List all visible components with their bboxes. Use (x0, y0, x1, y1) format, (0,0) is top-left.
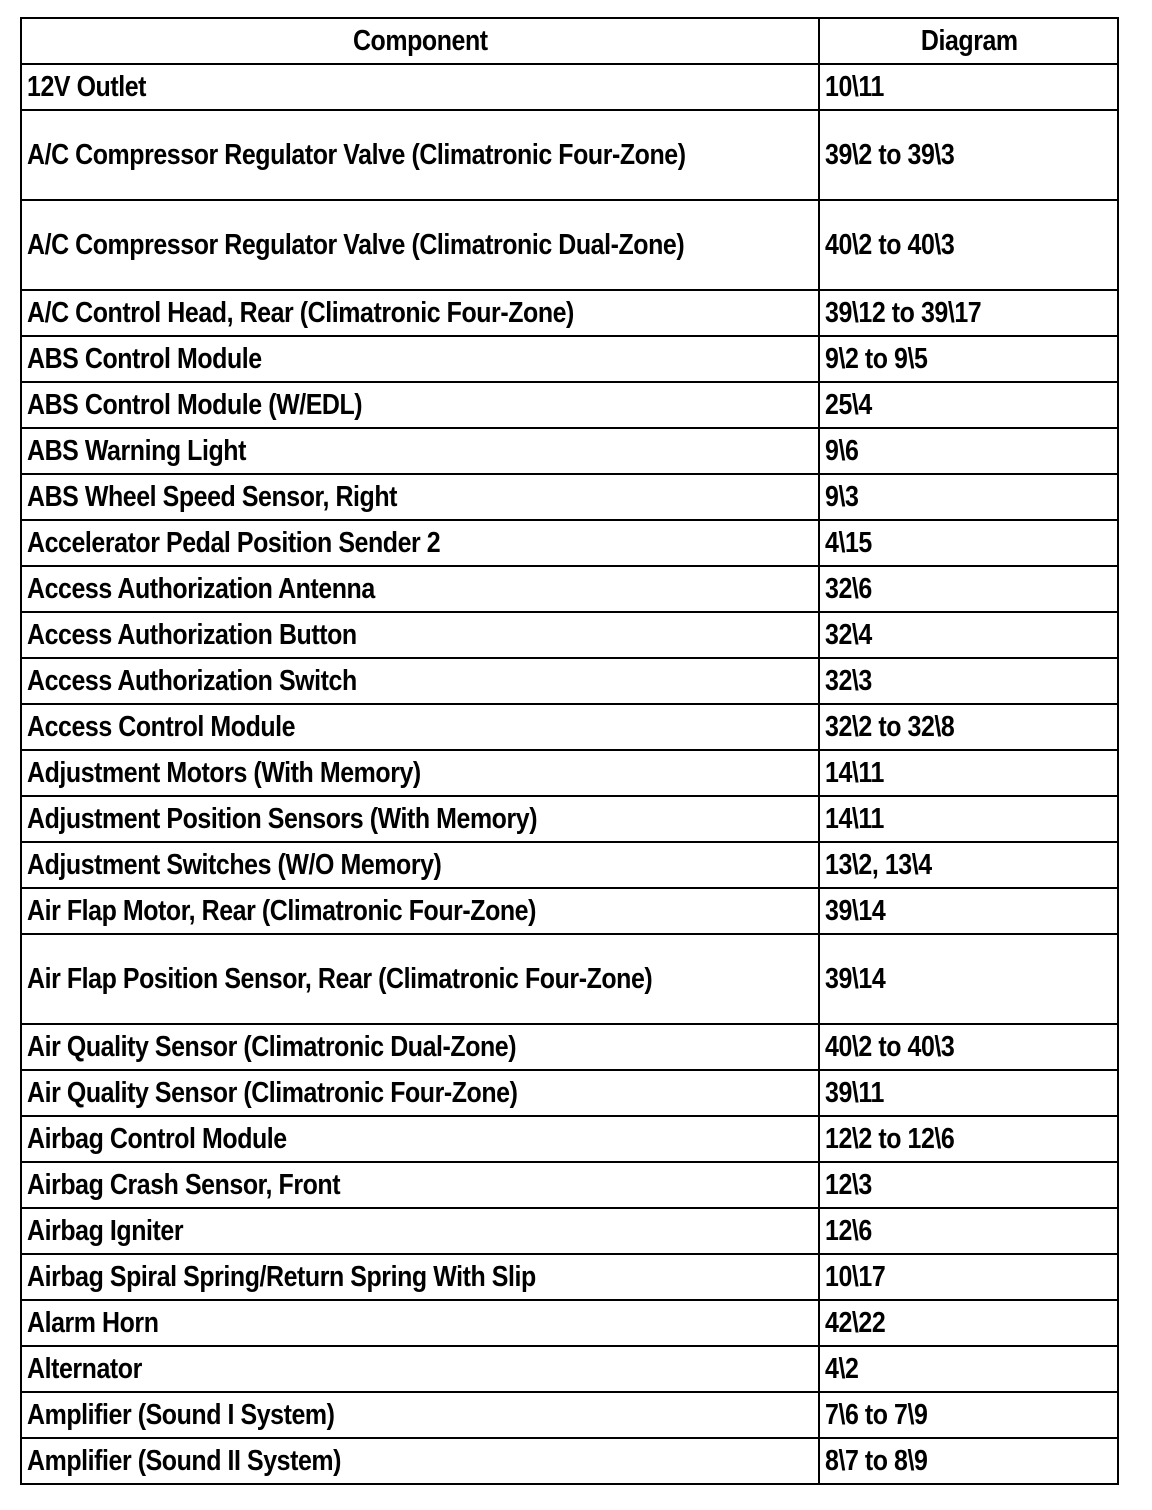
component-cell (21, 1208, 819, 1254)
table-row (21, 290, 1118, 336)
diagram-cell (819, 842, 1118, 888)
component-name: Adjustment Motors (With Memory) (27, 757, 421, 789)
table-row (21, 1300, 1118, 1346)
component-name: ABS Wheel Speed Sensor, Right (27, 481, 398, 513)
component-cell (21, 520, 819, 566)
diagram-cell (819, 612, 1118, 658)
component-name: Air Flap Position Sensor, Rear (Climatronic Four-Zone) (27, 963, 653, 995)
diagram-reference: 39\14 (825, 963, 886, 995)
component-cell (21, 704, 819, 750)
table-row (21, 336, 1118, 382)
diagram-reference: 32\6 (825, 573, 872, 605)
table-row (21, 382, 1118, 428)
diagram-cell (819, 382, 1118, 428)
component-cell (21, 934, 819, 1024)
table-row (21, 1070, 1118, 1116)
table-row (21, 1162, 1118, 1208)
component-name: 12V Outlet (27, 71, 147, 103)
component-name: A/C Control Head, Rear (Climatronic Four-Zone) (27, 297, 574, 329)
table-row (21, 1208, 1118, 1254)
diagram-cell (819, 658, 1118, 704)
diagram-cell (819, 704, 1118, 750)
diagram-reference: 32\2 to 32\8 (825, 711, 955, 743)
component-name: A/C Compressor Regulator Valve (Climatronic Four-Zone) (27, 139, 686, 171)
diagram-cell (819, 200, 1118, 290)
component-name: Airbag Spiral Spring/Return Spring With Slip (27, 1261, 536, 1293)
component-name: A/C Compressor Regulator Valve (Climatronic Dual-Zone) (27, 229, 685, 261)
diagram-reference: 10\11 (825, 71, 884, 103)
component-name: Air Flap Motor, Rear (Climatronic Four-Zone) (27, 895, 536, 927)
component-cell (21, 658, 819, 704)
component-name: Airbag Crash Sensor, Front (27, 1169, 341, 1201)
diagram-reference: 10\17 (825, 1261, 886, 1293)
component-cell (21, 1162, 819, 1208)
table-row (21, 796, 1118, 842)
diagram-reference: 9\2 to 9\5 (825, 343, 928, 375)
component-name: Amplifier (Sound II System) (27, 1445, 342, 1477)
diagram-reference: 14\11 (825, 803, 884, 835)
column-header-diagram-label: Diagram (920, 25, 1018, 57)
diagram-cell (819, 1438, 1118, 1484)
component-cell (21, 750, 819, 796)
component-cell (21, 290, 819, 336)
table-row (21, 1392, 1118, 1438)
component-cell (21, 110, 819, 200)
component-cell (21, 382, 819, 428)
diagram-cell (819, 110, 1118, 200)
component-name: Alternator (27, 1353, 142, 1385)
table-row (21, 566, 1118, 612)
component-name: Air Quality Sensor (Climatronic Dual-Zone) (27, 1031, 517, 1063)
diagram-reference: 4\2 (825, 1353, 859, 1385)
component-cell (21, 1024, 819, 1070)
column-header-component-label: Component (353, 25, 488, 57)
diagram-cell (819, 64, 1118, 110)
component-name: Airbag Igniter (27, 1215, 184, 1247)
component-cell (21, 1438, 819, 1484)
column-header-component (21, 18, 819, 64)
diagram-reference: 39\12 to 39\17 (825, 297, 982, 329)
component-name: Access Authorization Antenna (27, 573, 375, 605)
table-row (21, 1254, 1118, 1300)
table-row (21, 1346, 1118, 1392)
component-cell (21, 888, 819, 934)
component-cell (21, 566, 819, 612)
table-row (21, 428, 1118, 474)
table-row (21, 200, 1118, 290)
diagram-reference: 39\2 to 39\3 (825, 139, 955, 171)
component-cell (21, 842, 819, 888)
component-name: Amplifier (Sound I System) (27, 1399, 335, 1431)
component-name: Access Authorization Switch (27, 665, 357, 697)
diagram-cell (819, 1300, 1118, 1346)
component-name: Adjustment Position Sensors (With Memory) (27, 803, 538, 835)
diagram-cell (819, 1254, 1118, 1300)
table-row (21, 704, 1118, 750)
diagram-reference: 12\6 (825, 1215, 872, 1247)
diagram-cell (819, 520, 1118, 566)
component-cell (21, 796, 819, 842)
diagram-cell (819, 474, 1118, 520)
table-body (21, 64, 1118, 1484)
component-cell (21, 1346, 819, 1392)
component-cell (21, 1300, 819, 1346)
diagram-reference: 4\15 (825, 527, 872, 559)
component-cell (21, 1070, 819, 1116)
component-cell (21, 474, 819, 520)
diagram-cell (819, 428, 1118, 474)
table-row (21, 1024, 1118, 1070)
diagram-cell (819, 1162, 1118, 1208)
component-cell (21, 1254, 819, 1300)
component-cell (21, 336, 819, 382)
table-row (21, 888, 1118, 934)
diagram-cell (819, 336, 1118, 382)
component-diagram-table (20, 17, 1119, 1485)
component-name: Air Quality Sensor (Climatronic Four-Zone) (27, 1077, 518, 1109)
column-header-diagram (819, 18, 1118, 64)
component-name: Adjustment Switches (W/O Memory) (27, 849, 442, 881)
table-row (21, 1438, 1118, 1484)
component-cell (21, 64, 819, 110)
diagram-reference: 32\4 (825, 619, 872, 651)
diagram-reference: 32\3 (825, 665, 872, 697)
diagram-cell (819, 750, 1118, 796)
diagram-cell (819, 888, 1118, 934)
component-cell (21, 612, 819, 658)
table-row (21, 750, 1118, 796)
diagram-reference: 7\6 to 7\9 (825, 1399, 928, 1431)
diagram-cell (819, 1208, 1118, 1254)
diagram-reference: 14\11 (825, 757, 884, 789)
diagram-reference: 12\3 (825, 1169, 872, 1201)
diagram-reference: 25\4 (825, 389, 872, 421)
component-name: ABS Control Module (27, 343, 262, 375)
diagram-cell (819, 1116, 1118, 1162)
diagram-cell (819, 1346, 1118, 1392)
component-name: Access Authorization Button (27, 619, 357, 651)
diagram-reference: 42\22 (825, 1307, 886, 1339)
component-cell (21, 1116, 819, 1162)
table-row (21, 64, 1118, 110)
diagram-reference: 9\6 (825, 435, 859, 467)
table-row (21, 842, 1118, 888)
table-header-row (21, 18, 1118, 64)
table-row (21, 658, 1118, 704)
component-cell (21, 1392, 819, 1438)
diagram-cell (819, 934, 1118, 1024)
diagram-cell (819, 566, 1118, 612)
component-name: ABS Control Module (W/EDL) (27, 389, 363, 421)
table-row (21, 520, 1118, 566)
diagram-reference: 12\2 to 12\6 (825, 1123, 955, 1155)
component-name: Airbag Control Module (27, 1123, 287, 1155)
diagram-reference: 8\7 to 8\9 (825, 1445, 928, 1477)
diagram-reference: 40\2 to 40\3 (825, 1031, 955, 1063)
diagram-cell (819, 290, 1118, 336)
table-row (21, 110, 1118, 200)
diagram-reference: 39\11 (825, 1077, 884, 1109)
diagram-cell (819, 796, 1118, 842)
diagram-cell (819, 1024, 1118, 1070)
table-row (21, 474, 1118, 520)
component-name: Accelerator Pedal Position Sender 2 (27, 527, 441, 559)
component-name: Alarm Horn (27, 1307, 159, 1339)
component-name: Access Control Module (27, 711, 296, 743)
table-row (21, 612, 1118, 658)
component-name: ABS Warning Light (27, 435, 246, 467)
diagram-reference: 40\2 to 40\3 (825, 229, 955, 261)
table-row (21, 934, 1118, 1024)
diagram-reference: 9\3 (825, 481, 859, 513)
component-cell (21, 200, 819, 290)
diagram-reference: 39\14 (825, 895, 886, 927)
diagram-cell (819, 1070, 1118, 1116)
diagram-cell (819, 1392, 1118, 1438)
diagram-reference: 13\2, 13\4 (825, 849, 932, 881)
component-cell (21, 428, 819, 474)
table-row (21, 1116, 1118, 1162)
